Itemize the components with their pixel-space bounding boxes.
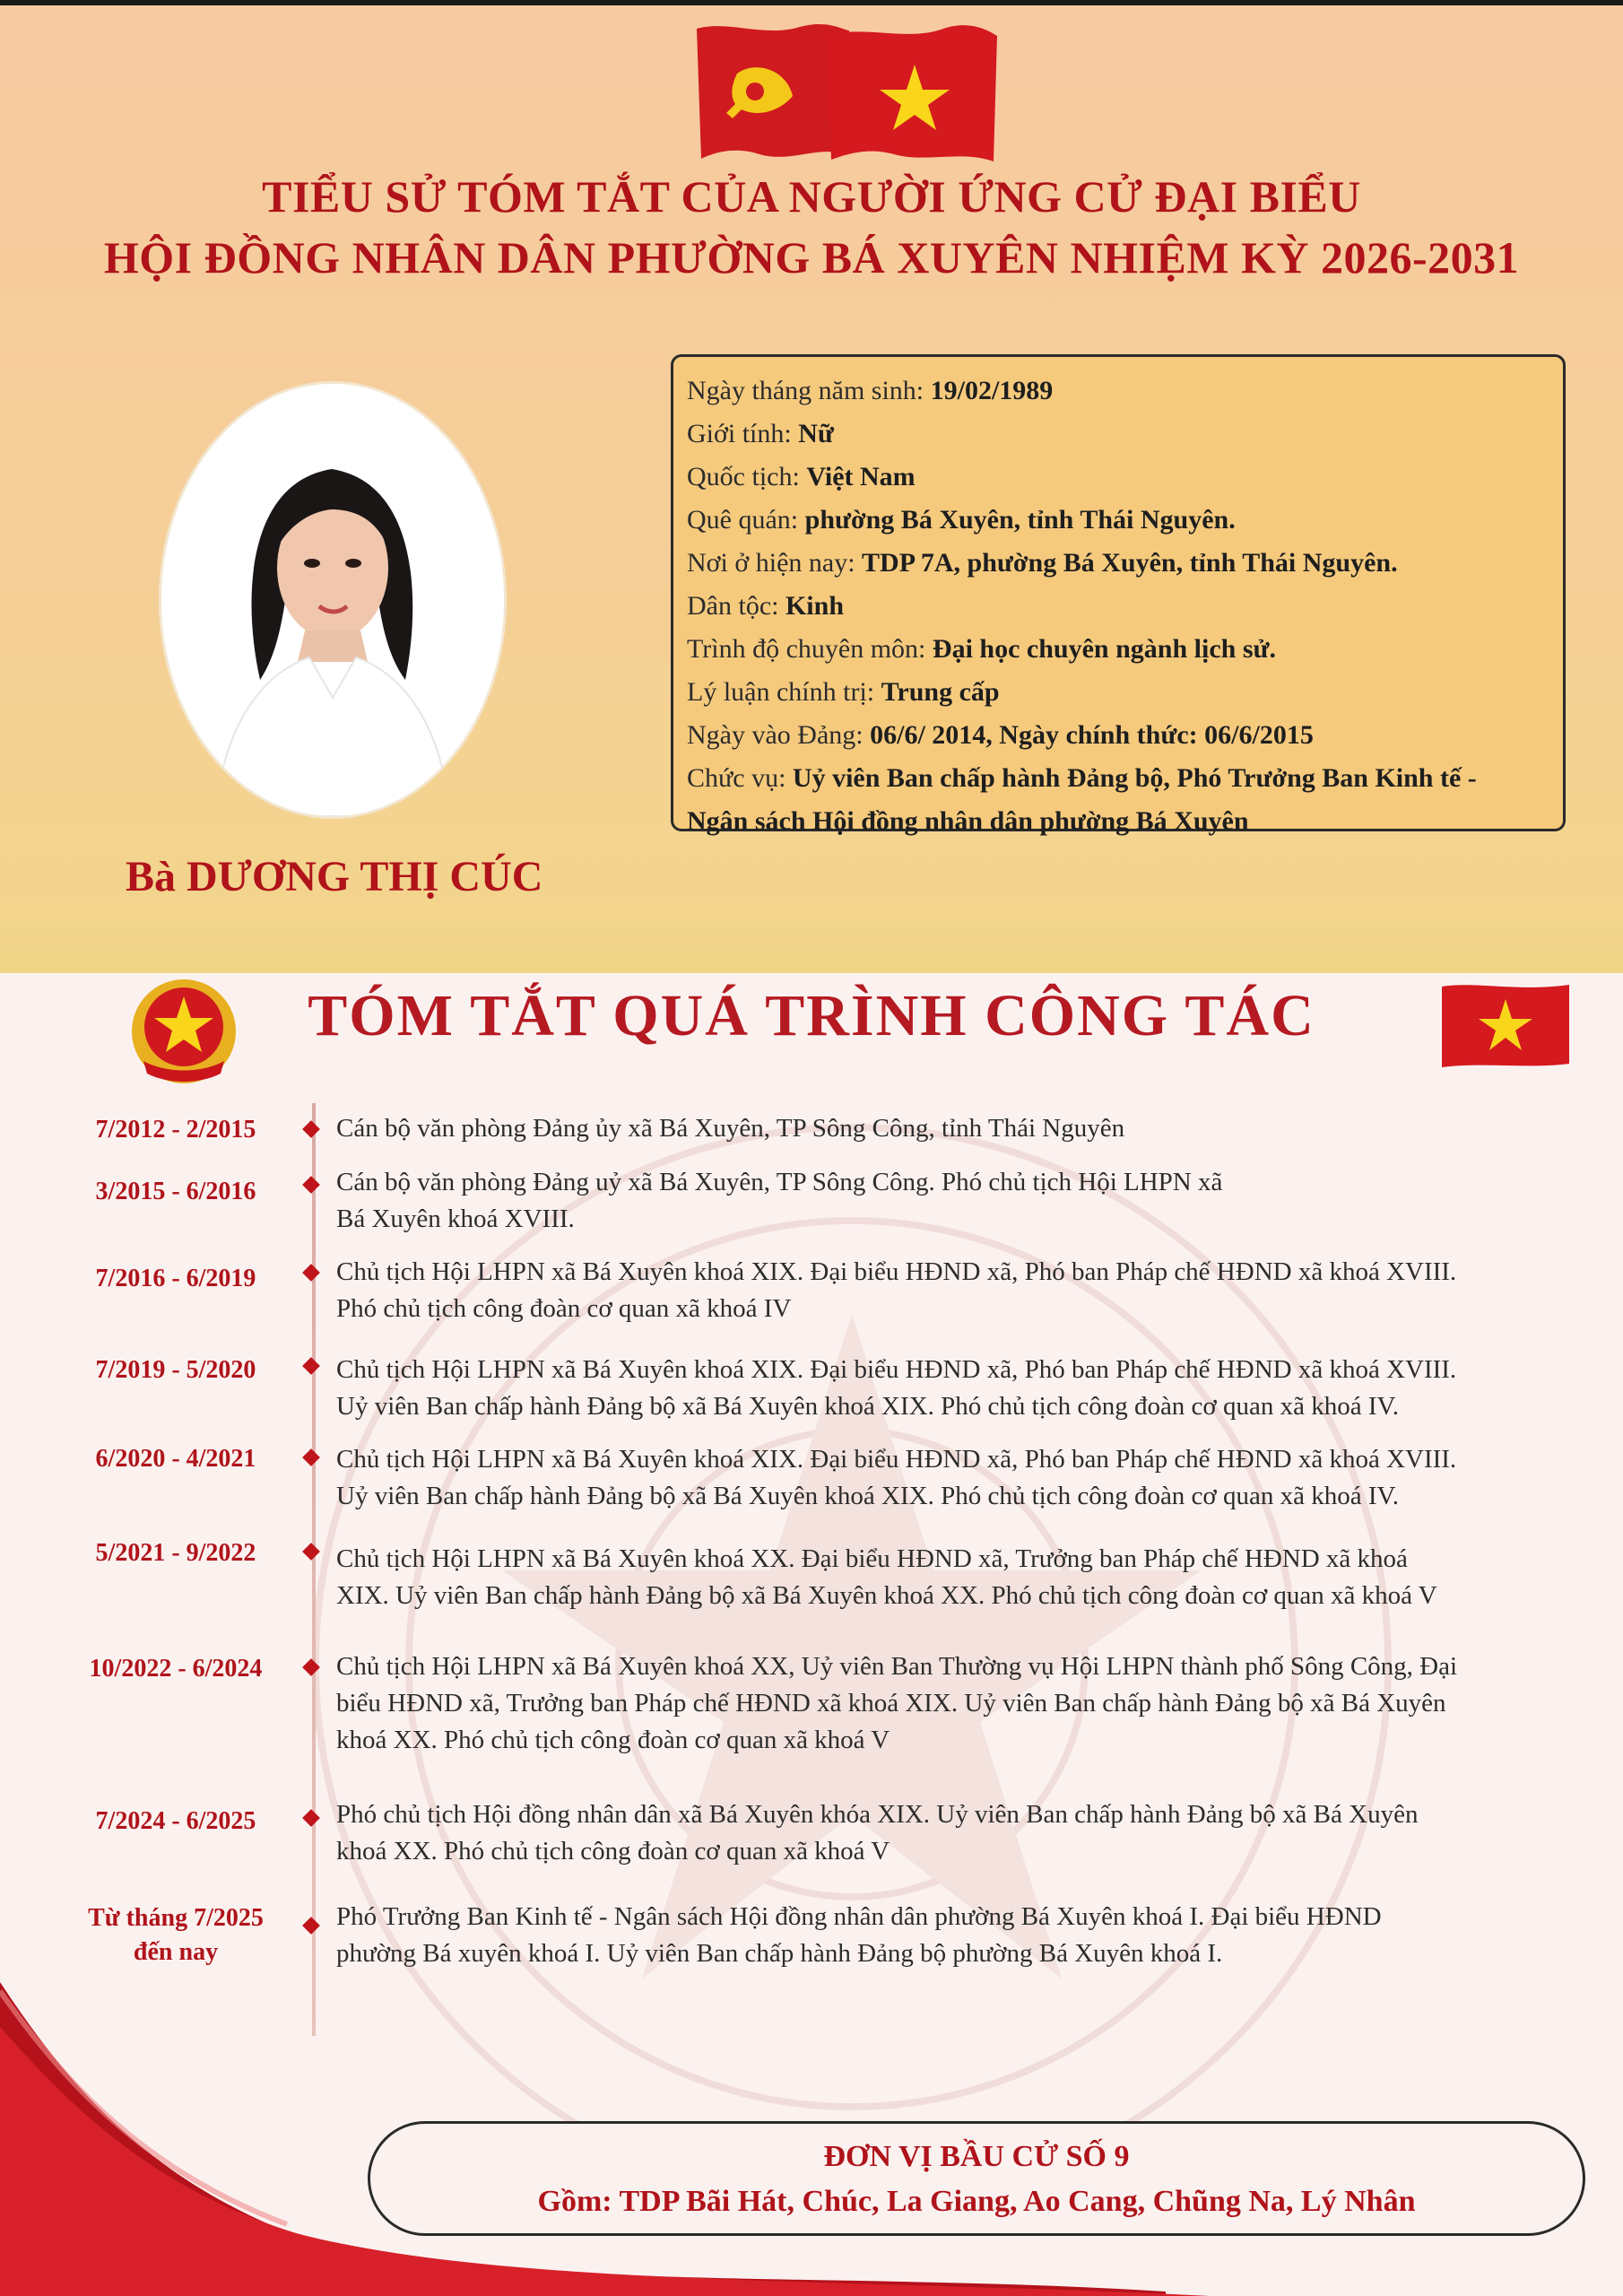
info-party-join-value: 06/6/ 2014, Ngày chính thức: 06/6/2015: [870, 720, 1314, 750]
party-and-national-flags-icon: [692, 20, 1002, 163]
timeline-line-1: Cán bộ văn phòng Đảng ủy xã Bá Xuyên, TP Sông Công, tỉnh Thái Nguyên: [336, 1114, 1125, 1143]
info-ethnicity-label: Dân tộc:: [687, 591, 785, 621]
work-history-title: TÓM TẮT QUÁ TRÌNH CÔNG TÁC: [308, 983, 1315, 1048]
timeline-line-1: Chủ tịch Hội LHPN xã Bá Xuyên khoá XIX. Đại biểu HĐND xã, Phó ban Pháp chế HĐND xã khoá XVIII.: [336, 1355, 1457, 1384]
timeline-description: [336, 1796, 1592, 1870]
timeline-date: 7/2016 - 6/2019: [95, 1265, 256, 1292]
timeline-line-2: biểu HĐND xã, Trưởng ban Pháp chế HĐND xã khoá XIX. Uỷ viên Ban chấp hành Đảng bộ xã Bá Xuyên: [336, 1689, 1446, 1718]
timeline-line-2: Phó chủ tịch công đoàn cơ quan xã khoá IV: [336, 1294, 792, 1323]
timeline-line-1: Chủ tịch Hội LHPN xã Bá Xuyên khoá XX. Đại biểu HĐND xã, Trưởng ban Pháp chế HĐND xã khoá: [336, 1544, 1408, 1573]
timeline-date: 3/2015 - 6/2016: [95, 1178, 256, 1205]
info-party-join: [687, 714, 1547, 757]
timeline-date: 10/2022 - 6/2024: [89, 1655, 263, 1683]
info-ethnicity: [687, 585, 1547, 628]
timeline-description: [336, 1352, 1592, 1425]
timeline-line-1: Chủ tịch Hội LHPN xã Bá Xuyên khoá XIX. Đại biểu HĐND xã, Phó ban Pháp chế HĐND xã khoá XVIII.: [336, 1445, 1457, 1474]
timeline-date: 6/2020 - 4/2021: [95, 1445, 256, 1473]
timeline-line-2: Bá Xuyên khoá XVIII.: [336, 1205, 575, 1233]
timeline-date: 7/2012 - 2/2015: [95, 1116, 256, 1144]
timeline-date: 7/2024 - 6/2025: [95, 1807, 256, 1835]
info-politics-value: Trung cấp: [881, 677, 1000, 707]
info-gender-label: Giới tính:: [687, 419, 799, 448]
info-dob-label: Ngày tháng năm sinh:: [687, 376, 931, 405]
portrait-illustration: [161, 384, 504, 816]
info-position-label: Chức vụ:: [687, 763, 793, 793]
info-ethnicity-value: Kinh: [785, 591, 845, 621]
timeline-description: [336, 1648, 1592, 1759]
national-flag-small-icon: [1438, 981, 1573, 1069]
info-hometown-value: phường Bá Xuyên, tỉnh Thái Nguyên.: [804, 505, 1236, 535]
page-title: [0, 166, 1623, 288]
info-politics: [687, 671, 1547, 714]
timeline-date-line-1: Từ tháng 7/2025: [88, 1904, 264, 1932]
timeline-line-2: Uỷ viên Ban chấp hành Đảng bộ xã Bá Xuyên khoá XIX. Phó chủ tịch công đoàn cơ quan xã khoá IV.: [336, 1392, 1399, 1421]
info-hometown: [687, 499, 1547, 542]
timeline-description: [336, 1441, 1592, 1515]
timeline-description: [336, 1254, 1592, 1327]
info-residence: [687, 542, 1547, 585]
info-position-value-2: Ngân sách Hội đồng nhân dân phường Bá Xuyên: [687, 806, 1249, 836]
timeline-date-line-2: đến nay: [133, 1938, 219, 1966]
info-dob: [687, 370, 1547, 413]
timeline-date: 7/2019 - 5/2020: [95, 1356, 256, 1384]
timeline-line-1: Cán bộ văn phòng Đảng uỷ xã Bá Xuyên, TP Sông Công. Phó chủ tịch Hội LHPN xã: [336, 1168, 1223, 1196]
timeline-line-1: Phó chủ tịch Hội đồng nhân dân xã Bá Xuyên khóa XIX. Uỷ viên Ban chấp hành Đảng bộ xã Bá Xuyên: [336, 1800, 1419, 1829]
timeline-line-2: Uỷ viên Ban chấp hành Đảng bộ xã Bá Xuyên khoá XIX. Phó chủ tịch công đoàn cơ quan xã khoá IV.: [336, 1482, 1399, 1510]
timeline-line-3: khoá XX. Phó chủ tịch công đoàn cơ quan xã khoá V: [336, 1726, 890, 1754]
info-dob-value: 19/02/1989: [930, 376, 1054, 405]
info-residence-value: TDP 7A, phường Bá Xuyên, tỉnh Thái Nguyên.: [862, 548, 1398, 578]
party-flag-icon: [697, 24, 849, 159]
info-nationality-label: Quốc tịch:: [687, 462, 807, 491]
info-nationality: [687, 456, 1547, 499]
info-gender: [687, 413, 1547, 456]
title-line-1: TIỂU SỬ TÓM TẮT CỦA NGƯỜI ỨNG CỬ ĐẠI BIỂU: [262, 171, 1361, 222]
info-position: [687, 757, 1547, 800]
timeline-line: [312, 1103, 316, 2036]
district-title: ĐƠN VỊ BẦU CỬ SỐ 9: [823, 2140, 1130, 2173]
timeline-line-2: phường Bá xuyên khoá I. Uỷ viên Ban chấp hành Đảng bộ phường Bá Xuyên khoá I.: [336, 1939, 1223, 1968]
info-hometown-label: Quê quán:: [687, 505, 805, 535]
info-education-label: Trình độ chuyên môn:: [687, 634, 933, 664]
info-position-continued: [687, 800, 1547, 843]
timeline-description: [336, 1541, 1592, 1614]
timeline-date: 5/2021 - 9/2022: [95, 1539, 256, 1567]
timeline-line-1: Chủ tịch Hội LHPN xã Bá Xuyên khoá XIX. Đại biểu HĐND xã, Phó ban Pháp chế HĐND xã khoá XVIII.: [336, 1257, 1457, 1286]
national-flag-icon: [827, 25, 997, 161]
info-position-value-1: Uỷ viên Ban chấp hành Đảng bộ, Phó Trưởng Ban Kinh tế -: [792, 763, 1477, 793]
timeline-description: [336, 1164, 1592, 1238]
info-education: [687, 628, 1547, 671]
info-party-join-label: Ngày vào Đảng:: [687, 720, 871, 750]
timeline-line-1: Phó Trưởng Ban Kinh tế - Ngân sách Hội đồng nhân dân phường Bá Xuyên khoá I. Đại biểu HĐND: [336, 1902, 1382, 1931]
timeline-line-2: khoá XX. Phó chủ tịch công đoàn cơ quan xã khoá V: [336, 1837, 890, 1866]
timeline-line-1: Chủ tịch Hội LHPN xã Bá Xuyên khoá XX, Uỷ viên Ban Thường vụ Hội LHPN thành phố Sông Công, Đại: [336, 1652, 1458, 1681]
info-education-value: Đại học chuyên ngành lịch sử.: [932, 634, 1276, 664]
personal-info-box: [671, 354, 1566, 836]
district-members: Gồm: TDP Bãi Hát, Chúc, La Giang, Ao Cang, Chũng Na, Lý Nhân: [537, 2185, 1416, 2218]
title-line-2: HỘI ĐỒNG NHÂN DÂN PHƯỜNG BÁ XUYÊN NHIỆM KỲ 2026-2031: [103, 232, 1520, 283]
info-gender-value: Nữ: [798, 419, 834, 448]
info-politics-label: Lý luận chính trị:: [687, 677, 881, 707]
timeline-description: [336, 1110, 1592, 1147]
candidate-name: Bà DƯƠNG THỊ CÚC: [126, 853, 543, 900]
info-nationality-value: Việt Nam: [806, 462, 916, 491]
info-residence-label: Nơi ở hiện nay:: [687, 548, 863, 578]
portrait-photo: [161, 384, 504, 816]
election-district-box: [368, 2121, 1585, 2236]
timeline-line-2: XIX. Uỷ viên Ban chấp hành Đảng bộ xã Bá Xuyên khoá XX. Phó chủ tịch công đoàn cơ quan xã khoá V: [336, 1581, 1437, 1610]
